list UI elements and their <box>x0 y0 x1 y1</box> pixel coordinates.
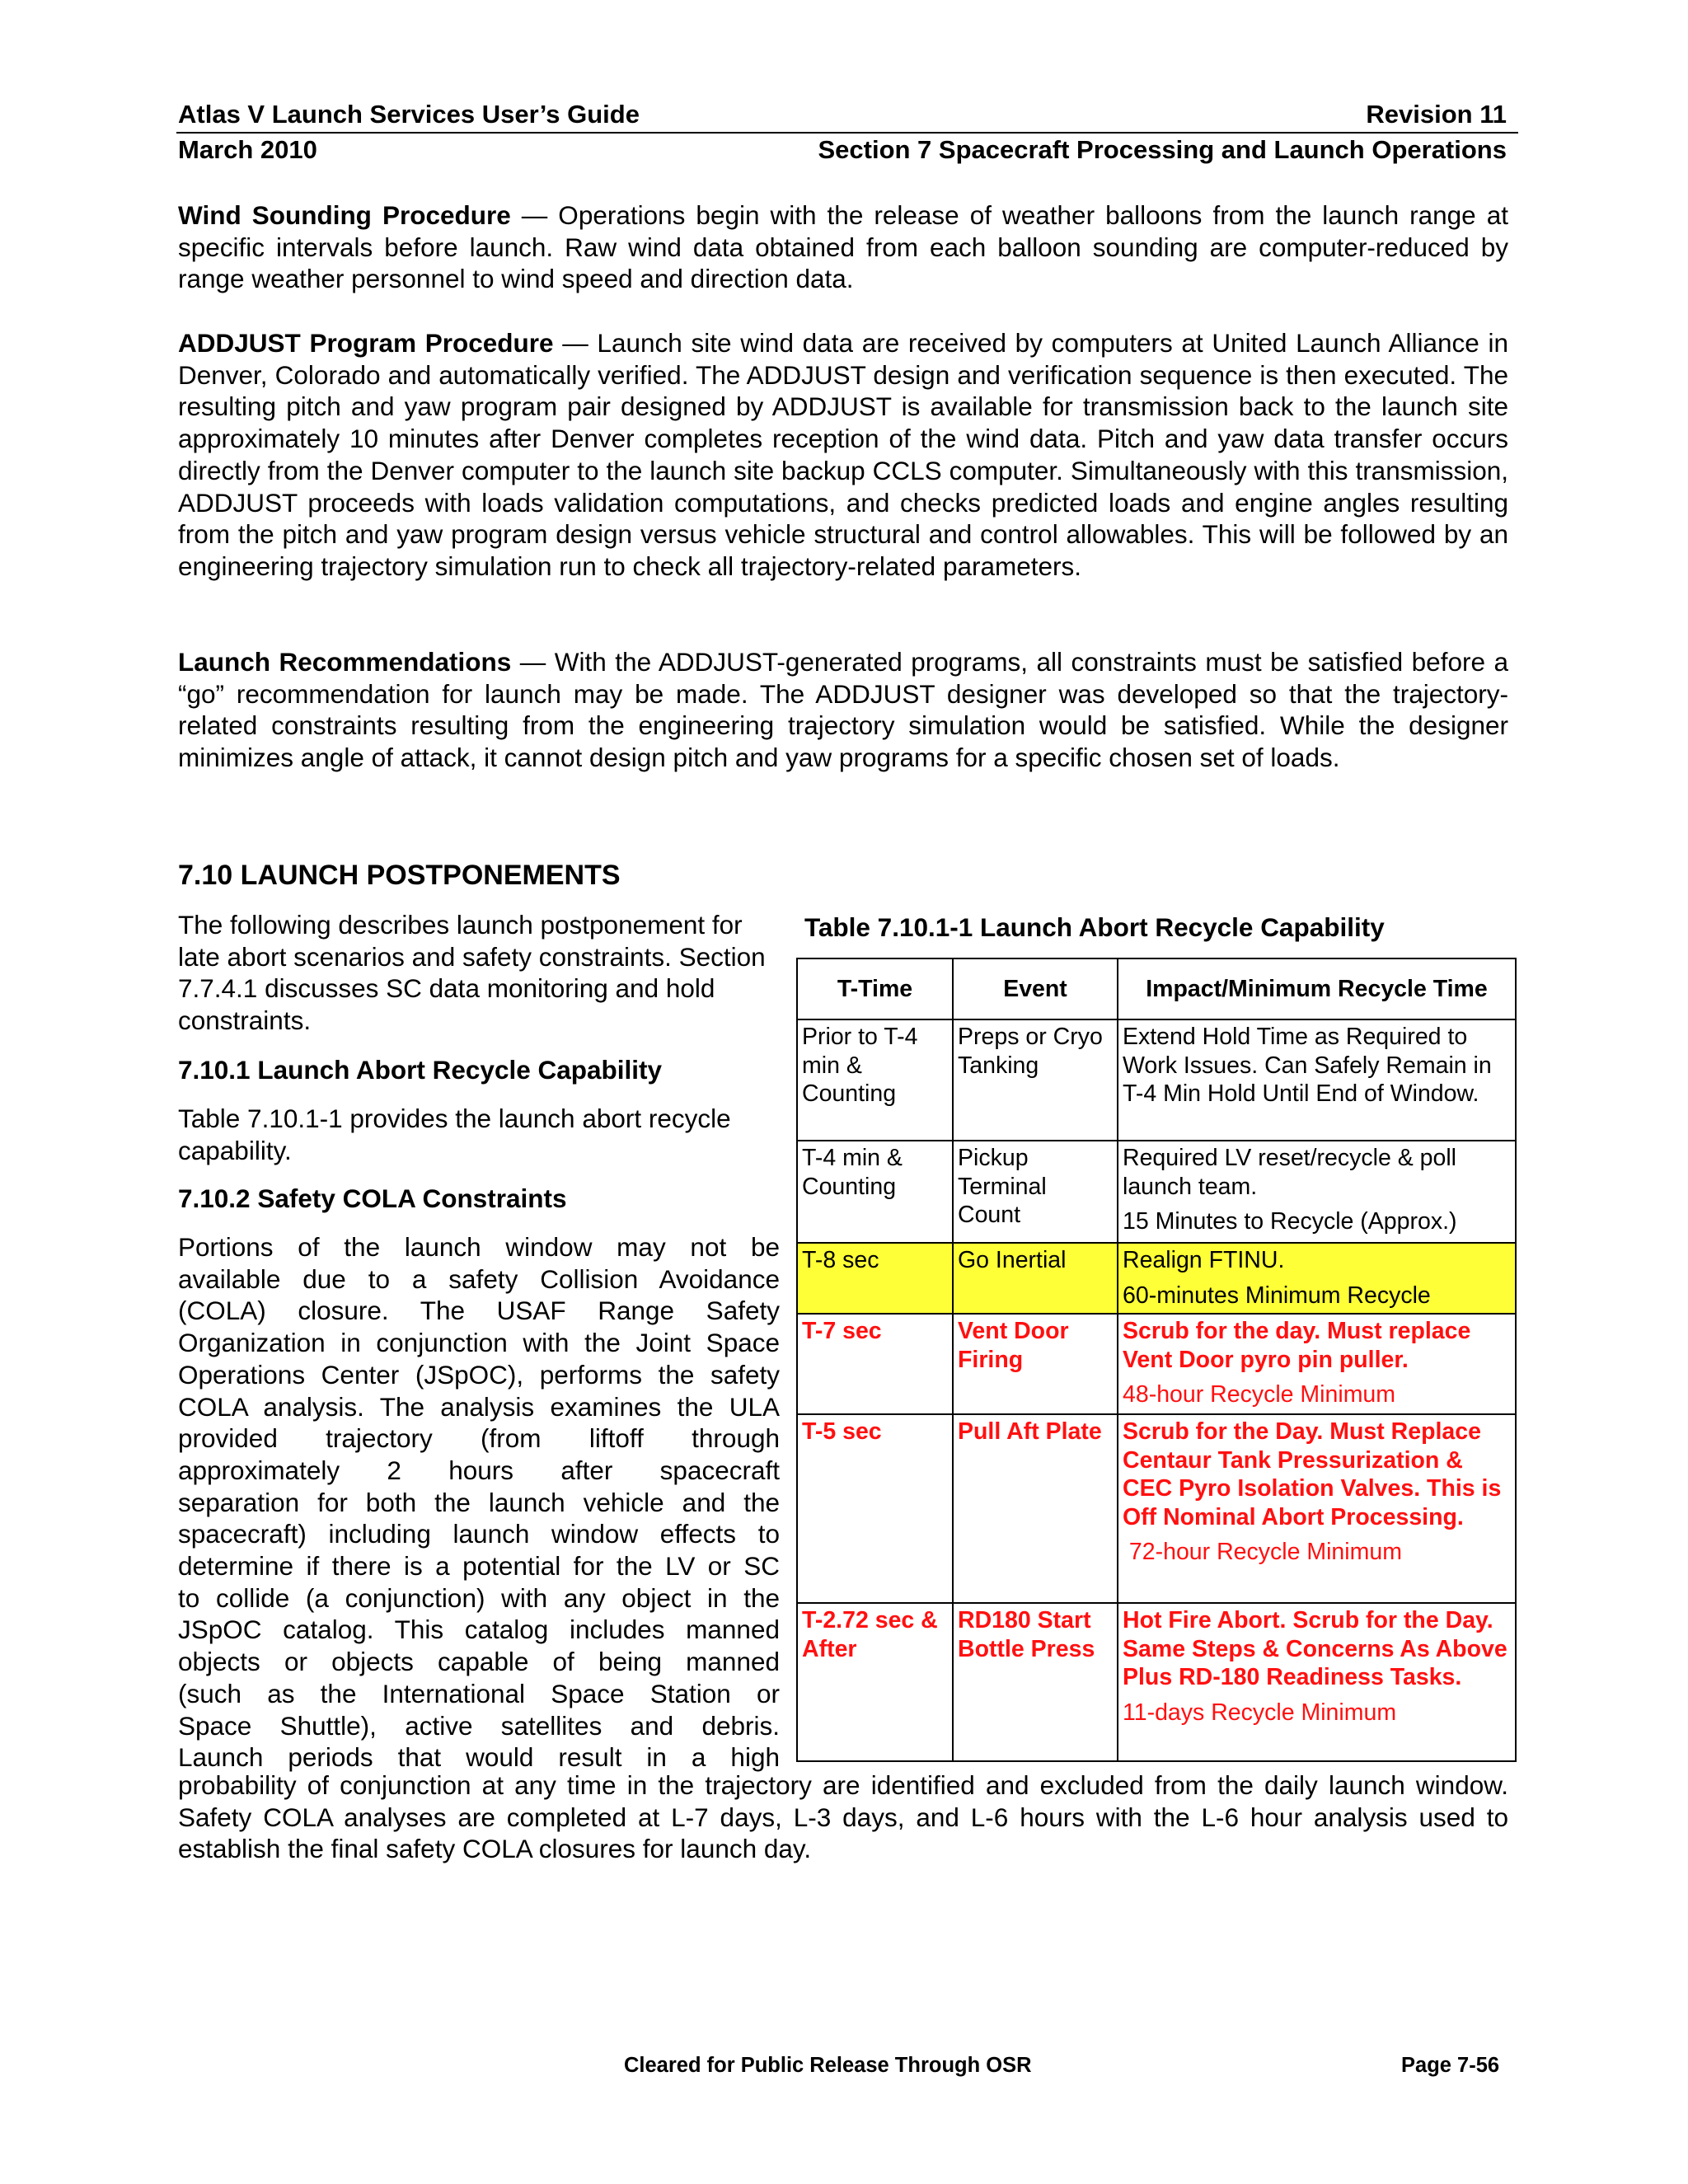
header-rule <box>176 132 1518 134</box>
cell-impact <box>1117 1315 1515 1413</box>
addjust-title: ADDJUST Program Procedure <box>178 328 554 358</box>
cola-line: to collide (a conjunction) with any object in the <box>178 1582 780 1613</box>
section-intro: The following describes launch postponement for late abort scenarios and safety constraints. Section 7.7.4.1 discusses SC data monitoring and hold constraints. <box>178 910 766 1036</box>
cell-event: RD180 Start Bottle Press <box>952 1604 1117 1760</box>
subsection-abort-recycle-text: Table 7.10.1-1 provides the launch abort recycle capability. <box>178 1104 731 1165</box>
cell-event: Preps or Cryo Tanking <box>952 1020 1117 1140</box>
addjust-paragraph <box>178 327 1508 583</box>
column-header-ttime: T-Time <box>837 975 913 1002</box>
recycle-time: 15 Minutes to Recycle (Approx.) <box>1123 1208 1457 1235</box>
column-header-event: Event <box>952 959 1117 1019</box>
header-revision: Revision 11 <box>1366 100 1507 129</box>
impact-text: Realign FTINU. <box>1123 1247 1285 1273</box>
impact-text: Extend Hold Time as Required to Work Issues. Can Safely Remain in T-4 Min Hold Until End of Window. <box>1123 1024 1492 1107</box>
launch-recommendations-paragraph <box>178 646 1508 774</box>
cola-line: COLA analysis. The analysis examines the ULA <box>178 1391 780 1422</box>
cola-line: separation for both the launch vehicle and the <box>178 1487 780 1517</box>
cola-line: JSpOC catalog. This catalog includes manned <box>178 1615 780 1645</box>
wind-sounding-title: Wind Sounding Procedure <box>178 200 511 230</box>
launch-recommendations-title: Launch Recommendations <box>178 647 512 677</box>
column-header-impact: Impact/Minimum Recycle Time <box>1117 959 1515 1019</box>
cell-ttime: T-2.72 sec & After <box>802 1607 938 1662</box>
cell-impact <box>1117 1604 1515 1760</box>
cola-line: (COLA) closure. The USAF Range Safety <box>178 1296 780 1326</box>
cell-impact <box>1117 1244 1515 1313</box>
table-row-abort <box>798 1313 1515 1413</box>
cell-event: Pull Aft Plate <box>952 1415 1117 1602</box>
addjust-text: — Launch site wind data are received by computers at United Launch Alliance in Denver, Colorado and automatically verified. The ADDJUST design and verification sequence is then executed. The resulting pitch and yaw program pair designed by ADDJUST is available for transmission back to the launch site approximately 10 minutes after Denver completes reception of the wind data. Pitch and yaw data transfer occurs directly from the Denver computer to the launch site backup CCLS computer. Simultaneously with this transmission, ADDJUST proceeds with loads validation computations, and checks predicted loads and engine angles resulting from the pitch and yaw program design versus vehicle structural and control allowables. This will be followed by an engineering trajectory simulation run to check all trajectory-related parameters. <box>178 328 1508 581</box>
cola-line: Operations Center (JSpOC), performs the safety <box>178 1359 780 1390</box>
cola-line: Organization in conjunction with the Joint Space <box>178 1328 780 1358</box>
wind-sounding-text: — Operations begin with the release of weather balloons from the launch range at specific intervals before launch. Raw wind data obtained from each balloon sounding are computer-reduced by range weather personnel to wind speed and direction data. <box>178 200 1508 294</box>
recycle-time: 11-days Recycle Minimum <box>1123 1699 1397 1726</box>
section-heading: 7.10 LAUNCH POSTPONEMENTS <box>178 860 621 891</box>
abort-recycle-table <box>796 958 1517 1762</box>
impact-text: Scrub for the Day. Must Replace Centaur Tank Pressurization & CEC Pyro Isolation Valves. This is Off Nominal Abort Processing. <box>1123 1418 1502 1530</box>
cola-line: (such as the International Space Station or <box>178 1678 780 1708</box>
header-date: March 2010 <box>178 135 317 164</box>
header-section: Section 7 Spacecraft Processing and Launch Operations <box>818 135 1507 164</box>
footer-release-notice: Cleared for Public Release Through OSR <box>624 2054 1032 2077</box>
cola-paragraph-tail: probability of conjunction at any time in the trajectory are identified and excluded from the daily launch window. Safety COLA analyses are completed at L-7 days, L-3 days, and L-6 hours with the L-6 hour analysis used to establish the final safety COLA closures for launch day. <box>178 1770 1508 1864</box>
recycle-time: 48-hour Recycle Minimum <box>1123 1381 1396 1408</box>
impact-text: Scrub for the day. Must replace Vent Door pyro pin puller. <box>1123 1318 1471 1373</box>
wind-sounding-paragraph <box>178 199 1508 295</box>
table-header-row <box>798 959 1515 1019</box>
cell-ttime: T-8 sec <box>802 1247 879 1273</box>
cola-line: Space Shuttle), active satellites and debris. <box>178 1710 780 1741</box>
cola-line: spacecraft) including launch window effects to <box>178 1519 780 1549</box>
cell-ttime: T-7 sec <box>802 1318 882 1344</box>
table-row-abort <box>798 1602 1515 1760</box>
cola-line: provided trajectory (from liftoff through <box>178 1423 780 1454</box>
table-row <box>798 1019 1515 1140</box>
cola-line: objects or objects capable of being manned <box>178 1647 780 1677</box>
header-doc-title: Atlas V Launch Services User’s Guide <box>178 100 640 129</box>
cell-ttime: T-5 sec <box>802 1418 882 1445</box>
cola-line: available due to a safety Collision Avoidance <box>178 1263 780 1294</box>
cell-impact <box>1117 1141 1515 1242</box>
subsection-heading-cola: 7.10.2 Safety COLA Constraints <box>178 1183 567 1213</box>
recycle-time: 72-hour Recycle Minimum <box>1123 1539 1402 1565</box>
cola-line: determine if there is a potential for the LV or SC <box>178 1551 780 1581</box>
table-row-highlighted <box>798 1242 1515 1313</box>
table-row <box>798 1140 1515 1242</box>
cell-event: Pickup Terminal Count <box>952 1141 1117 1242</box>
cell-ttime: T-4 min & Counting <box>802 1145 903 1200</box>
cell-impact <box>1117 1415 1515 1602</box>
cola-line: approximately 2 hours after spacecraft <box>178 1455 780 1485</box>
cell-impact <box>1117 1020 1515 1140</box>
cell-event: Go Inertial <box>952 1244 1117 1313</box>
cola-line: Portions of the launch window may not be <box>178 1232 780 1262</box>
table-caption: Table 7.10.1-1 Launch Abort Recycle Capability <box>804 912 1385 942</box>
subsection-heading-abort-recycle: 7.10.1 Launch Abort Recycle Capability <box>178 1055 663 1085</box>
recycle-time: 60-minutes Minimum Recycle <box>1123 1282 1431 1309</box>
table-row-abort <box>798 1413 1515 1602</box>
impact-text: Required LV reset/recycle & poll launch team. <box>1123 1145 1456 1200</box>
cell-event: Vent Door Firing <box>952 1315 1117 1413</box>
impact-text: Hot Fire Abort. Scrub for the Day. Same Steps & Concerns As Above Plus RD-180 Readiness Tasks. <box>1123 1607 1507 1690</box>
cola-line: Launch periods that would result in a high <box>178 1742 780 1773</box>
footer-page-number: Page 7-56 <box>1401 2054 1500 2077</box>
launch-recommendations-text: — With the ADDJUST-generated programs, all constraints must be satisfied before a “go” recommendation for launch may be made. The ADDJUST designer was developed so that the trajectory-related constraints resulting from the engineering trajectory simulation would be satisfied. While the designer minimizes angle of attack, it cannot design pitch and yaw programs for a specific chosen set of loads. <box>178 647 1508 773</box>
cell-ttime: Prior to T-4 min & Counting <box>802 1024 918 1107</box>
